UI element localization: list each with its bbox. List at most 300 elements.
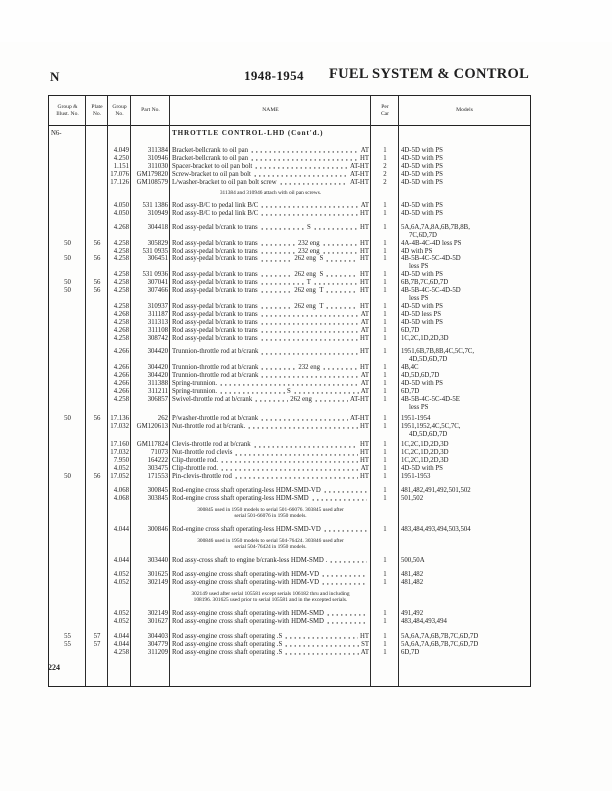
part-no: 307466	[147, 287, 168, 295]
part-name: Pin-clevis-throttle rod	[172, 473, 232, 481]
name-annotation: 232 eng	[297, 239, 320, 247]
table-row	[49, 423, 530, 439]
name-cell	[170, 610, 371, 618]
part-name: Clevis-throttle rod at b/crank	[172, 441, 251, 449]
name-flex	[172, 641, 369, 649]
part-no: 304420	[147, 364, 168, 372]
group-illust-no: 50	[64, 473, 71, 481]
dot-leader	[260, 210, 358, 218]
body-style-code: HT	[359, 154, 369, 162]
body-style-code: HT	[359, 422, 369, 430]
table-row	[49, 240, 530, 248]
per-car-qty: 1	[383, 457, 387, 465]
part-no: 304418	[147, 223, 168, 231]
models-line: 483,484,493,494	[401, 617, 447, 625]
part-name: Swivel-throttle rod at b/crank	[172, 395, 253, 403]
part-no: 311388	[147, 380, 168, 388]
name-cell	[170, 487, 371, 495]
part-name: Trunnion-throttle rod at b/crank	[172, 372, 259, 380]
name-cell	[170, 441, 371, 449]
table-row	[49, 396, 530, 412]
name-flex	[172, 303, 369, 311]
models-cell	[399, 441, 530, 449]
per-car-qty: 1	[383, 364, 387, 372]
dot-leader	[260, 287, 293, 295]
name-flex	[172, 279, 369, 287]
dot-leader	[260, 311, 359, 319]
models-cell	[399, 641, 530, 649]
models-cell	[399, 327, 530, 335]
name-cell	[170, 210, 371, 218]
name-flex	[172, 465, 369, 473]
part-no: 311209	[147, 648, 168, 656]
plate-no: 57	[93, 640, 101, 648]
models-line: 481,482	[401, 570, 424, 578]
models-line: 4D-5D with PS	[401, 146, 443, 154]
name-flex	[172, 179, 369, 187]
body-style-code: AT	[360, 318, 369, 326]
table-row	[49, 311, 530, 319]
models-line: less PS	[409, 263, 429, 271]
models-cell	[399, 163, 530, 171]
models-line: 501,502	[401, 494, 424, 502]
part-no: 310937	[147, 302, 168, 310]
table-row	[49, 618, 530, 626]
table-row	[49, 179, 530, 187]
models-cell	[399, 610, 530, 618]
group-no: 4.052	[113, 609, 129, 617]
body-style-code: AT	[360, 326, 369, 334]
body-style-code: HT	[359, 247, 370, 255]
name-annotation: S	[306, 223, 311, 231]
models-line: 4B-5B-4C-5C-4D-5E	[401, 395, 460, 403]
dot-leader	[260, 372, 358, 380]
models-cell	[399, 372, 530, 380]
models-cell	[399, 364, 530, 372]
table-row	[49, 327, 530, 335]
per-car-qty: 1	[383, 318, 387, 326]
part-no: 307041	[147, 279, 168, 287]
note-row	[49, 190, 530, 197]
group-no: 17.136	[110, 414, 129, 422]
body-style-code: HT	[359, 334, 369, 342]
plate-no: 57	[93, 632, 101, 640]
name-cell	[170, 335, 371, 343]
models-line: 1C,2C,1D,2D,3D	[401, 334, 449, 342]
per-car-qty: 2	[383, 178, 387, 186]
name-cell	[170, 633, 371, 641]
models-cell	[399, 224, 530, 240]
name-flex	[172, 224, 369, 232]
group-no: 4.258	[113, 287, 129, 295]
table-row	[49, 457, 530, 465]
models-line: 4D-5D with PS	[401, 380, 443, 388]
body-style-code: AT	[360, 146, 369, 154]
dot-leader	[329, 557, 367, 565]
name-annotation: 232 eng	[298, 364, 321, 372]
per-car-qty: 1	[383, 247, 387, 255]
per-car-qty: 1	[383, 380, 387, 388]
table-row	[49, 487, 530, 495]
dot-leader	[322, 364, 358, 372]
name-cell	[170, 457, 371, 465]
dot-leader	[260, 303, 293, 311]
dot-leader	[219, 388, 285, 396]
part-no: 303440	[147, 557, 168, 565]
table-row	[49, 641, 530, 649]
body-style-code: AT	[360, 372, 369, 380]
header-col-group-illust	[49, 104, 86, 117]
models-line: 1C,2C,1D,2D,3D	[401, 441, 449, 449]
models-cell	[399, 210, 530, 218]
table-row	[49, 171, 530, 179]
header-label-line: Per	[381, 104, 389, 111]
models-line: 1951,1952,4C,5C,7C,	[401, 422, 461, 430]
body-style-code: HT	[359, 364, 369, 372]
part-no: 311108	[148, 326, 168, 334]
table-row	[49, 364, 530, 372]
section-title: THROTTLE CONTROL-LHD (Cont'd.)	[172, 129, 324, 137]
part-name: Rod assy-pedal b/crank to trans	[172, 334, 258, 342]
name-cell	[170, 179, 371, 187]
header-col-group-no	[108, 104, 131, 117]
header-label-line: Group &	[57, 104, 78, 111]
part-name: Rod assy-engine cross shaft operating-with HDM-VD	[172, 570, 320, 578]
group-no: 4.266	[113, 380, 129, 388]
dot-leader	[260, 279, 305, 287]
part-no: 303475	[147, 465, 168, 473]
group-no: 4.050	[113, 209, 129, 217]
dot-leader	[219, 380, 359, 388]
body-style-code: HT	[359, 632, 369, 640]
dot-leader	[260, 240, 296, 248]
table-row	[49, 147, 530, 155]
models-line: 500,50A	[401, 557, 425, 565]
part-name: Bracket-bellcrank to oil pan	[172, 154, 249, 162]
table-row	[49, 473, 530, 481]
part-no: 303845	[147, 494, 168, 502]
body-style-code: HT	[359, 302, 369, 310]
group-no: 4.044	[113, 632, 129, 640]
per-car-qty: 1	[383, 441, 387, 449]
models-cell	[399, 557, 530, 565]
table-row	[49, 380, 530, 388]
group-no: 4.068	[113, 494, 129, 502]
part-name: Rod assy-pedal b/crank to trans	[172, 287, 258, 295]
part-name: Rod assy-B/C to pedal link B/C	[172, 202, 259, 210]
dot-leader	[284, 641, 359, 649]
models-line: 4D-5D with PS	[401, 318, 443, 326]
page-title: FUEL SYSTEM & CONTROL	[329, 66, 530, 82]
models-line: 6B,7B,7C,6D,7D	[401, 279, 449, 287]
per-car-qty: 1	[383, 310, 387, 318]
per-car-qty: 1	[383, 348, 387, 356]
part-name: Rod assy-pedal b/crank to trans	[172, 255, 258, 263]
name-annotation: 262 eng T	[294, 287, 324, 295]
name-flex	[172, 163, 369, 171]
group-no: 17.160	[110, 441, 129, 449]
models-line: 4D-5D with PS	[401, 465, 443, 473]
name-flex	[172, 255, 369, 263]
part-no: GM179820	[136, 170, 168, 178]
body-style-code: HT	[359, 287, 369, 295]
table-row	[49, 649, 530, 657]
part-no: 301627	[147, 617, 168, 625]
per-car-qty: 1	[383, 570, 387, 578]
dot-leader	[323, 526, 367, 534]
models-cell	[399, 202, 530, 210]
part-name: P/washer-throttle rod at b/crank	[172, 414, 259, 422]
models-line: 5A,6A,7A,8A,6B,7B,8B,	[401, 223, 470, 231]
body-style-code: HT	[359, 441, 369, 449]
table-row	[49, 372, 530, 380]
models-cell	[399, 147, 530, 155]
group-no: 4.266	[113, 348, 129, 356]
part-no: 301625	[147, 570, 168, 578]
models-line: 1C,2C,1D,2D,3D	[401, 457, 449, 465]
page-number: 224	[48, 663, 60, 672]
name-cell	[170, 372, 371, 380]
dot-leader	[260, 202, 358, 210]
per-car-qty: 1	[383, 525, 387, 533]
group-no: 4.268	[113, 310, 129, 318]
models-cell	[399, 319, 530, 327]
name-cell	[170, 364, 371, 372]
part-name: Trunnion-throttle rod at b/crank	[172, 364, 259, 372]
table-header-row	[49, 96, 530, 126]
name-cell	[170, 271, 371, 279]
dot-leader	[250, 147, 359, 155]
group-illust-no: 50	[64, 287, 71, 295]
models-cell	[399, 487, 530, 495]
group-no: 4.044	[113, 525, 129, 533]
models-cell	[399, 579, 530, 587]
name-flex	[172, 415, 369, 423]
name-flex	[172, 319, 369, 327]
name-cell	[170, 423, 371, 431]
body-style-code: AT	[360, 202, 369, 210]
group-illust-no: 50	[64, 239, 71, 247]
name-cell	[170, 526, 371, 534]
body-style-code: HT	[359, 223, 370, 231]
body-style-code: HT	[359, 239, 370, 247]
per-car-qty: 1	[383, 557, 387, 565]
group-no: 1.151	[113, 162, 129, 170]
name-flex	[172, 155, 369, 163]
group-no: 4.049	[113, 146, 129, 154]
table-row	[49, 287, 530, 303]
dot-leader	[260, 327, 359, 335]
header-label-line: Group	[112, 104, 127, 111]
part-no: 164222	[147, 457, 168, 465]
plate-no: 56	[93, 473, 101, 481]
dot-leader	[247, 423, 358, 431]
group-no: 4.052	[113, 570, 129, 578]
group-no: 4.258	[113, 239, 129, 247]
page-corner-letter: N	[50, 69, 60, 84]
group-no: 4.266	[113, 372, 129, 380]
dot-leader	[260, 348, 358, 356]
dot-leader	[325, 255, 358, 263]
group-no: 4.050	[113, 202, 129, 210]
note-row	[49, 591, 530, 604]
models-line: 4D-5D with PS	[401, 202, 443, 210]
header-col-plate-no	[86, 104, 108, 117]
body-style-code: AT	[360, 465, 369, 473]
dot-leader	[284, 649, 358, 657]
per-car-qty: 1	[383, 640, 387, 648]
models-line: 4D-5D with PS	[401, 209, 443, 217]
header-label-line: Plate	[91, 104, 103, 111]
dot-leader	[321, 571, 367, 579]
per-car-qty: 1	[383, 334, 387, 342]
per-car-qty: 1	[383, 154, 387, 162]
name-flex	[172, 618, 369, 626]
group-no: 7.950	[113, 457, 129, 465]
part-no: 71073	[151, 449, 168, 457]
table-row	[49, 303, 530, 311]
models-line: 4D-5D with PS	[401, 162, 443, 170]
dot-leader	[260, 248, 296, 256]
name-annotation: 262 eng T	[294, 302, 324, 310]
name-cell	[170, 147, 371, 155]
body-style-code: AT-HT	[349, 162, 369, 170]
models-cell	[399, 335, 530, 343]
models-line: 4D,5D,6D,7D	[409, 356, 448, 364]
part-name: Rod assy-engine cross shaft operating .S	[172, 632, 283, 640]
models-line: 4B,4C	[401, 364, 419, 372]
body-style-code: AT	[360, 310, 369, 318]
note-line: serial 501-66076 in 1950 models.	[234, 513, 307, 520]
dot-leader	[284, 633, 358, 641]
body-style-code: HT	[359, 209, 369, 217]
body-style-code: AT	[360, 380, 369, 388]
per-car-qty: 1	[383, 648, 387, 656]
part-no: 171553	[147, 473, 168, 481]
dot-leader	[325, 303, 358, 311]
per-car-qty: 1	[383, 239, 387, 247]
part-no: 311187	[148, 310, 168, 318]
name-flex	[172, 649, 369, 657]
note-line: 300845 used in 1950 models to serial 501-66076. 303845 used after	[197, 506, 344, 513]
group-illust-no: N6-	[51, 130, 62, 137]
group-no: 17.032	[110, 449, 129, 457]
body-style-code: HT	[359, 457, 369, 465]
part-no: 262	[157, 414, 168, 422]
dot-leader	[313, 279, 358, 287]
header-col-models	[399, 107, 530, 113]
models-line: 481,482,491,492,501,502	[401, 486, 471, 494]
body-style-code: HT	[359, 348, 369, 356]
part-no: 304420	[147, 372, 168, 380]
name-flex	[172, 396, 369, 404]
sheet	[48, 62, 531, 687]
models-cell	[399, 618, 530, 626]
name-cell	[170, 649, 371, 657]
name-cell	[170, 155, 371, 163]
name-flex	[172, 449, 369, 457]
note-line: 302149 used after serial 105581 except serials 106182 thru and including	[191, 590, 350, 597]
note-cell	[170, 591, 371, 604]
dot-leader	[253, 171, 348, 179]
body-style-code: ST	[361, 640, 369, 648]
per-car-qty: 1	[383, 209, 387, 217]
part-no: 300846	[147, 525, 168, 533]
part-no: GM120613	[136, 422, 168, 430]
part-name: Spacer-bracket to oil pan bolt	[172, 162, 253, 170]
name-flex	[172, 423, 369, 431]
models-line: 6D,7D	[401, 648, 420, 656]
group-no: 17.076	[110, 170, 129, 178]
dot-leader	[321, 579, 367, 587]
note-cell	[170, 538, 371, 551]
group-no: 17.126	[110, 178, 129, 186]
name-flex	[172, 202, 369, 210]
group-illust-no: 55	[64, 632, 71, 640]
part-no: GM108579	[136, 178, 168, 186]
group-no: 4.258	[113, 271, 129, 279]
part-name: Rod assy-engine cross shaft operating-with HDM-SMD	[172, 609, 324, 617]
part-no: 302149	[147, 609, 168, 617]
name-flex	[172, 364, 369, 372]
table-row	[49, 579, 530, 587]
part-no: GM117824	[136, 441, 168, 449]
models-cell	[399, 457, 530, 465]
models-line: 6D,7D	[401, 326, 420, 334]
table-row	[49, 610, 530, 618]
table-row	[49, 202, 530, 210]
models-line: 4D-5D with PS	[401, 178, 443, 186]
section-row	[49, 130, 530, 138]
body-style-code: HT	[359, 279, 370, 287]
group-no: 4.258	[113, 255, 129, 263]
models-line: 5A,6A,7A,6B,7B,7C,6D,7D	[401, 632, 479, 640]
part-name: Rod assy-pedal b/crank to trans	[172, 271, 258, 279]
table-row	[49, 348, 530, 364]
part-name: Spring-trunnion.	[172, 387, 218, 395]
models-line: 1951,6B,7B,8B,4C,5C,7C,	[401, 348, 475, 356]
name-cell	[170, 255, 371, 263]
models-cell	[399, 380, 530, 388]
body-style-code: AT-HT	[350, 395, 370, 403]
group-no: 4.044	[113, 640, 129, 648]
name-flex	[172, 579, 369, 587]
per-car-qty: 1	[383, 326, 387, 334]
note-row	[49, 507, 530, 520]
table-row	[49, 465, 530, 473]
dot-leader	[325, 287, 358, 295]
models-cell	[399, 495, 530, 503]
name-flex	[172, 348, 369, 356]
models-cell	[399, 248, 530, 256]
dot-leader	[260, 224, 305, 232]
body-style-code: AT-HT	[349, 414, 369, 422]
group-no: 4.258	[113, 279, 129, 287]
table-row	[49, 210, 530, 218]
group-no: 4.068	[113, 486, 129, 494]
per-car-qty: 2	[383, 170, 387, 178]
name-flex	[172, 526, 369, 534]
note-line: serial 504-76424 in 1950 models.	[234, 544, 307, 551]
name-cell	[170, 240, 371, 248]
group-no: 4.250	[113, 154, 129, 162]
table-row	[49, 163, 530, 171]
row-spacer	[49, 626, 530, 633]
models-cell	[399, 465, 530, 473]
body-style-code: AT	[360, 387, 369, 395]
header-label-line: Car	[380, 110, 390, 117]
name-flex	[172, 380, 369, 388]
